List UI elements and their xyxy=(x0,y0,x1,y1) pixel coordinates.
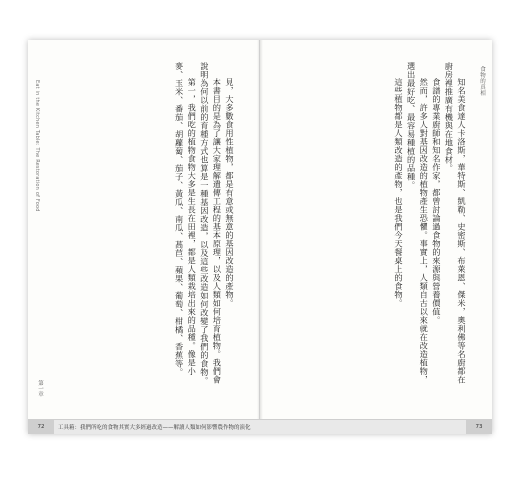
right-page-number: 73 xyxy=(466,420,492,434)
running-head: 食物的真相 xyxy=(479,66,485,96)
left-paragraph-1: 見，大多數食用性植物，都是有意或無意的基因改造的產物。 xyxy=(225,78,235,308)
right-paragraph-2: 食譜的專業廚師和知名作家，都曾討論過食物的來源與營養價值。 xyxy=(431,78,442,325)
right-page xyxy=(260,40,492,434)
right-paragraph-3: 然而，許多人對基因改造的植物產生恐懼。事實上，人類自古以來就在改造植物，選出最好吃、最容易種植的品種。 xyxy=(406,62,430,385)
left-page-body xyxy=(50,62,236,392)
footer-text: 工具箱：我們所吃的食物其實大多經過改造——解讀人類如何影響農作物的演化 xyxy=(58,425,251,431)
spine-title: Eat in the Kitchen Table: The Restoration of Food xyxy=(34,80,40,212)
right-paragraph-4: 這些植物都是人類改造的產物，也是我們今天餐桌上的食物。 xyxy=(394,78,405,308)
chapter-mark: 第一章 xyxy=(37,380,43,397)
left-page xyxy=(28,40,260,434)
right-paragraph-1: 知名美食達人卡洛斯，華特斯、凱勒、史密斯、布萊恩、傑米，奧利佛等名廚都在廚房裡推廣有機與在地食材。 xyxy=(444,62,467,385)
left-paragraph-3: 第一，我們吃的植物食物大多是生長在田裡，都是人類栽培出來的品種。像是小麥、玉米、番茄、胡蘿蔔、茄子、黃瓜、南瓜、萵苣、蘋果、葡萄、柑橘、香蕉等。 xyxy=(174,62,198,377)
page-footer xyxy=(28,419,492,434)
left-page-number: 72 xyxy=(28,420,54,434)
right-page-body xyxy=(282,62,468,392)
book-spread xyxy=(28,40,492,434)
left-paragraph-2: 本書目的是為了讓大家理解遺傳工程的基本原理，以及人類如何培育植物。我們會說明為何以前的育種方式也算是一種基因改造，以及這些改造如何改變了我們的食物。 xyxy=(199,62,223,385)
